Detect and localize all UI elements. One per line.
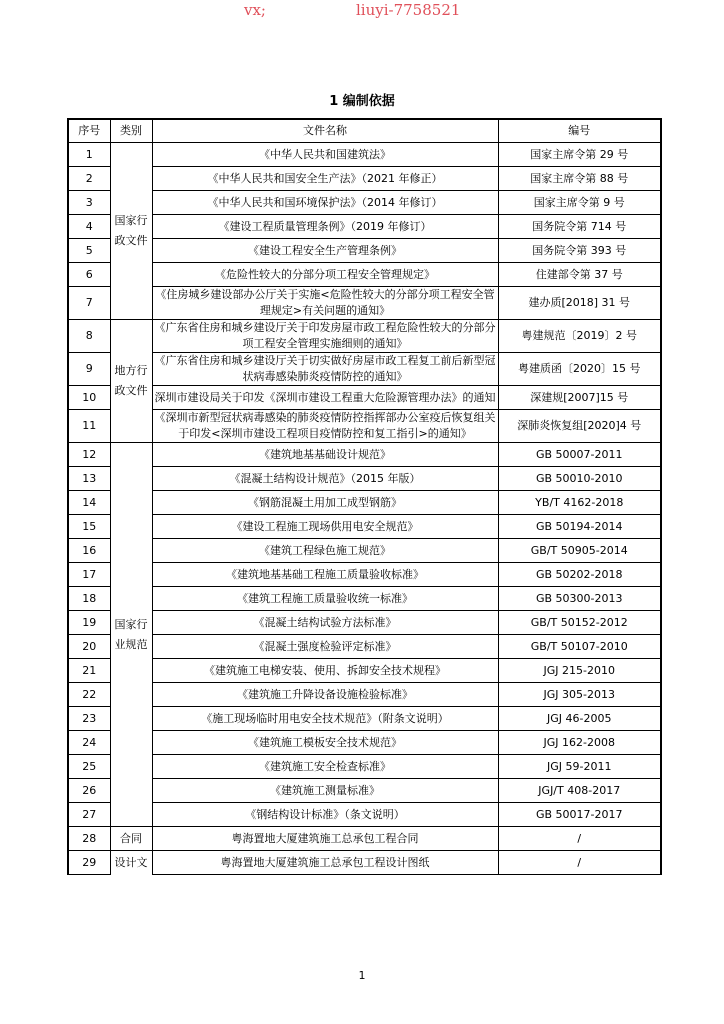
row-name: 《建筑施工模板安全技术规范》 — [152, 731, 498, 755]
table-row — [68, 467, 661, 491]
row-no: 26 — [68, 779, 110, 803]
row-code: JGJ 305-2013 — [498, 683, 661, 707]
row-name: 《施工现场临时用电安全技术规范》（附条文说明） — [152, 707, 498, 731]
table-row — [68, 683, 661, 707]
row-name: 《建筑施工安全检查标准》 — [152, 755, 498, 779]
row-name: 《深圳市新型冠状病毒感染的肺炎疫情防控指挥部办公室疫后恢复组关于印发<深圳市建设工程项目疫情防控和复工指引>的通知》 — [152, 410, 498, 443]
row-code: JGJ 215-2010 — [498, 659, 661, 683]
row-no: 23 — [68, 707, 110, 731]
row-name: 《建筑施工升降设备设施检验标准》 — [152, 683, 498, 707]
row-name: 《住房城乡建设部办公厅关于实施<危险性较大的分部分项工程安全管理规定>有关问题的通知》 — [152, 287, 498, 320]
row-name: 《建筑施工测量标准》 — [152, 779, 498, 803]
row-name: 深圳市建设局关于印发《深圳市建设工程重大危险源管理办法》的通知 — [152, 386, 498, 410]
table-row — [68, 587, 661, 611]
row-no: 28 — [68, 827, 110, 851]
row-code: 国家主席令第 29 号 — [498, 143, 661, 167]
row-no: 15 — [68, 515, 110, 539]
row-name: 《建设工程安全生产管理条例》 — [152, 239, 498, 263]
row-code: 国务院令第 393 号 — [498, 239, 661, 263]
row-no: 19 — [68, 611, 110, 635]
row-no: 29 — [68, 851, 110, 875]
row-no: 1 — [68, 143, 110, 167]
category-cell: 合同 — [110, 827, 152, 851]
row-no: 20 — [68, 635, 110, 659]
basis-table — [67, 118, 662, 875]
table-row — [68, 779, 661, 803]
table-row — [68, 731, 661, 755]
row-code: 粤建质函〔2020〕15 号 — [498, 353, 661, 386]
row-no: 17 — [68, 563, 110, 587]
row-name: 《混凝土强度检验评定标准》 — [152, 635, 498, 659]
row-code: / — [498, 827, 661, 851]
table-row — [68, 707, 661, 731]
row-name: 《混凝土结构设计规范》（2015 年版） — [152, 467, 498, 491]
row-code: GB/T 50107-2010 — [498, 635, 661, 659]
row-code: 深建规[2007]15 号 — [498, 386, 661, 410]
row-name: 粤海置地大厦建筑施工总承包工程合同 — [152, 827, 498, 851]
row-no: 6 — [68, 263, 110, 287]
row-name: 《中华人民共和国环境保护法》（2014 年修订） — [152, 191, 498, 215]
row-code: / — [498, 851, 661, 875]
row-no: 8 — [68, 320, 110, 353]
row-code: YB/T 4162-2018 — [498, 491, 661, 515]
row-code: 深肺炎恢复组[2020]4 号 — [498, 410, 661, 443]
row-code: JGJ/T 408-2017 — [498, 779, 661, 803]
row-no: 3 — [68, 191, 110, 215]
row-code: GB 50007-2011 — [498, 443, 661, 467]
row-code: GB 50202-2018 — [498, 563, 661, 587]
table-row — [68, 515, 661, 539]
table-row — [68, 191, 661, 215]
row-no: 14 — [68, 491, 110, 515]
table-row — [68, 755, 661, 779]
row-name: 《钢结构设计标准》（条文说明） — [152, 803, 498, 827]
table-row — [68, 611, 661, 635]
row-code: 国家主席令第 88 号 — [498, 167, 661, 191]
table-row — [68, 491, 661, 515]
watermark-left: vx; — [244, 1, 266, 19]
row-code: 粤建规范〔2019〕2 号 — [498, 320, 661, 353]
row-name: 《建筑工程施工质量验收统一标准》 — [152, 587, 498, 611]
row-no: 22 — [68, 683, 110, 707]
row-name: 《广东省住房和城乡建设厅关于切实做好房屋市政工程复工前后新型冠状病毒感染肺炎疫情防控的通知》 — [152, 353, 498, 386]
row-code: GB 50194-2014 — [498, 515, 661, 539]
row-code: GB/T 50152-2012 — [498, 611, 661, 635]
row-name: 《建筑工程绿色施工规范》 — [152, 539, 498, 563]
row-no: 7 — [68, 287, 110, 320]
table-row — [68, 827, 661, 851]
row-name: 《中华人民共和国安全生产法》（2021 年修正） — [152, 167, 498, 191]
row-name: 《建设工程质量管理条例》（2019 年修订） — [152, 215, 498, 239]
header-name: 文件名称 — [152, 119, 498, 143]
row-name: 《建筑地基基础设计规范》 — [152, 443, 498, 467]
category-cell: 国家行政文件 — [110, 143, 152, 320]
page-number: 1 — [358, 969, 366, 982]
table-row — [68, 410, 661, 443]
row-no: 21 — [68, 659, 110, 683]
watermark-right: liuyi-7758521 — [356, 1, 461, 19]
row-name: 《中华人民共和国建筑法》 — [152, 143, 498, 167]
row-code: JGJ 59-2011 — [498, 755, 661, 779]
table-row — [68, 386, 661, 410]
row-code: GB 50300-2013 — [498, 587, 661, 611]
table-row — [68, 167, 661, 191]
header-category: 类别 — [110, 119, 152, 143]
row-code: JGJ 46-2005 — [498, 707, 661, 731]
row-no: 16 — [68, 539, 110, 563]
row-code: 国务院令第 714 号 — [498, 215, 661, 239]
table-row — [68, 443, 661, 467]
row-no: 18 — [68, 587, 110, 611]
table-row — [68, 803, 661, 827]
table-row — [68, 215, 661, 239]
row-name: 粤海置地大厦建筑施工总承包工程设计图纸 — [152, 851, 498, 875]
row-no: 9 — [68, 353, 110, 386]
row-code: GB 50010-2010 — [498, 467, 661, 491]
row-name: 《建设工程施工现场供用电安全规范》 — [152, 515, 498, 539]
table-row — [68, 239, 661, 263]
table-row — [68, 143, 661, 167]
row-no: 12 — [68, 443, 110, 467]
row-no: 13 — [68, 467, 110, 491]
category-cell: 国家行业规范 — [110, 443, 152, 827]
row-code: 建办质[2018] 31 号 — [498, 287, 661, 320]
row-no: 2 — [68, 167, 110, 191]
row-name: 《广东省住房和城乡建设厅关于印发房屋市政工程危险性较大的分部分项工程安全管理实施细则的通知》 — [152, 320, 498, 353]
row-no: 10 — [68, 386, 110, 410]
header-no: 序号 — [68, 119, 110, 143]
table-row — [68, 563, 661, 587]
category-cell: 地方行政文件 — [110, 320, 152, 443]
row-no: 4 — [68, 215, 110, 239]
row-code: JGJ 162-2008 — [498, 731, 661, 755]
row-name: 《钢筋混凝土用加工成型钢筋》 — [152, 491, 498, 515]
table-row — [68, 851, 661, 875]
row-no: 25 — [68, 755, 110, 779]
table-row — [68, 287, 661, 320]
table-row — [68, 635, 661, 659]
table-row — [68, 353, 661, 386]
watermark — [0, 1, 724, 23]
row-name: 《建筑地基基础工程施工质量验收标准》 — [152, 563, 498, 587]
row-name: 《混凝土结构试验方法标准》 — [152, 611, 498, 635]
row-code: GB/T 50905-2014 — [498, 539, 661, 563]
row-no: 27 — [68, 803, 110, 827]
table-row — [68, 263, 661, 287]
header-code: 编号 — [498, 119, 661, 143]
table-header-row — [68, 119, 661, 143]
row-code: 住建部令第 37 号 — [498, 263, 661, 287]
section-title: 1 编制依据 — [329, 94, 395, 109]
row-name: 《危险性较大的分部分项工程安全管理规定》 — [152, 263, 498, 287]
table-row — [68, 539, 661, 563]
row-no: 5 — [68, 239, 110, 263]
row-no: 11 — [68, 410, 110, 443]
table-row — [68, 659, 661, 683]
row-code: 国家主席令第 9 号 — [498, 191, 661, 215]
row-name: 《建筑施工电梯安装、使用、拆卸安全技术规程》 — [152, 659, 498, 683]
row-no: 24 — [68, 731, 110, 755]
table-row — [68, 320, 661, 353]
row-code: GB 50017-2017 — [498, 803, 661, 827]
category-cell: 设计文 — [110, 851, 152, 875]
